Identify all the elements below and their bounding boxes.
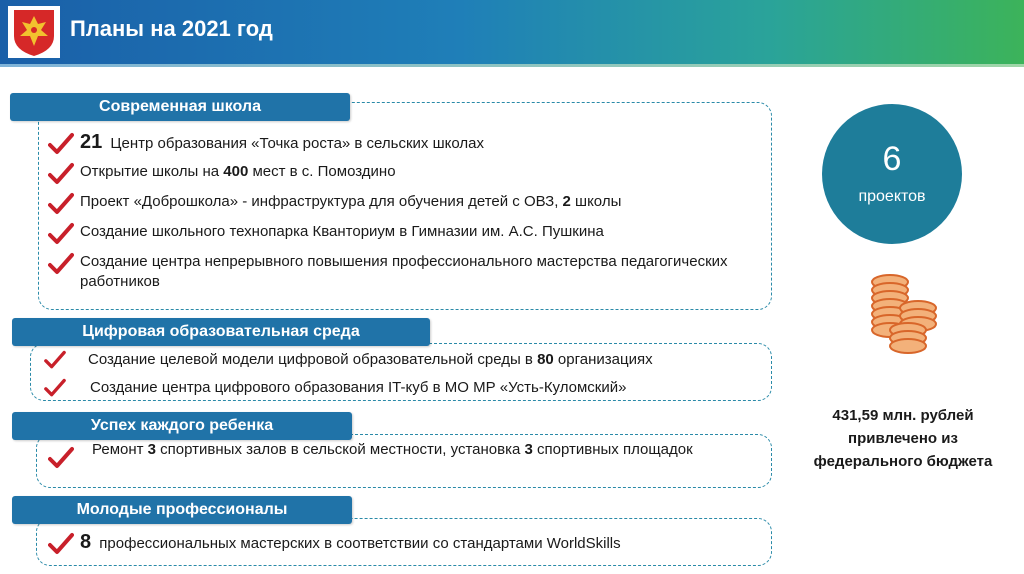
- check-icon: [48, 252, 74, 276]
- section-title-child-success: Успех каждого ребенка: [12, 412, 352, 440]
- item-text: организациях: [553, 351, 653, 368]
- item-text: мест в с. Помоздино: [248, 163, 396, 180]
- item-number: 3: [147, 441, 157, 458]
- section-title-digital-env: Цифровая образовательная среда: [12, 318, 430, 346]
- item-text: Ремонт: [92, 441, 148, 458]
- item-text: Создание центра цифрового образования IT-куб в МО МР «Усть-Куломский»: [90, 379, 627, 396]
- item-number: 3: [524, 441, 533, 458]
- item-text: профессиональных мастерских в соответствии со стандартами WorldSkills: [95, 535, 621, 552]
- list-item: [48, 162, 748, 186]
- coins-icon: [862, 268, 940, 354]
- item-number: 80: [537, 351, 554, 368]
- emblem-icon: [8, 6, 60, 58]
- item-text: школы: [570, 193, 622, 210]
- list-item: [48, 222, 758, 246]
- check-icon: [48, 162, 74, 186]
- list-item: [48, 132, 748, 156]
- item-text: спортивных залов в сельской местности, установка: [156, 441, 525, 458]
- item-number: 400: [223, 163, 249, 180]
- projects-count: 6: [882, 140, 902, 178]
- funding-text: 431,59 млн. рублей привлечено из федерального бюджета: [813, 407, 993, 470]
- projects-label: проектов: [858, 188, 926, 205]
- check-icon: [44, 350, 66, 370]
- item-number: 8: [80, 531, 92, 553]
- projects-circle: [822, 104, 962, 244]
- check-icon: [48, 446, 74, 470]
- item-text: Создание центра непрерывного повышения профессионального мастерства педагогических работников: [80, 253, 728, 290]
- item-text: Создание школьного технопарка Кванториум в Гимназии им. А.С. Пушкина: [80, 223, 604, 240]
- item-text: Создание целевой модели цифровой образовательной среды в: [88, 351, 538, 368]
- section-title-modern-school: Современная школа: [10, 93, 350, 121]
- check-icon: [48, 132, 74, 156]
- check-icon: [48, 192, 74, 216]
- check-icon: [48, 222, 74, 246]
- list-item: [48, 532, 748, 556]
- page-title: Планы на 2021 год: [70, 16, 273, 41]
- item-text: Проект «Доброшкола» - инфраструктура для обучения детей с ОВЗ,: [80, 193, 563, 210]
- check-icon: [44, 378, 66, 398]
- header-divider: [0, 64, 1024, 67]
- list-item: [48, 440, 748, 470]
- list-item: [44, 350, 770, 370]
- item-number: 2: [562, 193, 571, 210]
- list-item: [48, 252, 738, 292]
- item-text: Открытие школы на: [80, 163, 224, 180]
- list-item: [44, 378, 770, 398]
- item-text: спортивных площадок: [532, 441, 693, 458]
- check-icon: [48, 532, 74, 556]
- item-text: Центр образования «Точка роста» в сельских школах: [106, 135, 484, 152]
- section-title-young-pros: Молодые профессионалы: [12, 496, 352, 524]
- list-item: [48, 192, 758, 216]
- item-number: 21: [80, 131, 103, 153]
